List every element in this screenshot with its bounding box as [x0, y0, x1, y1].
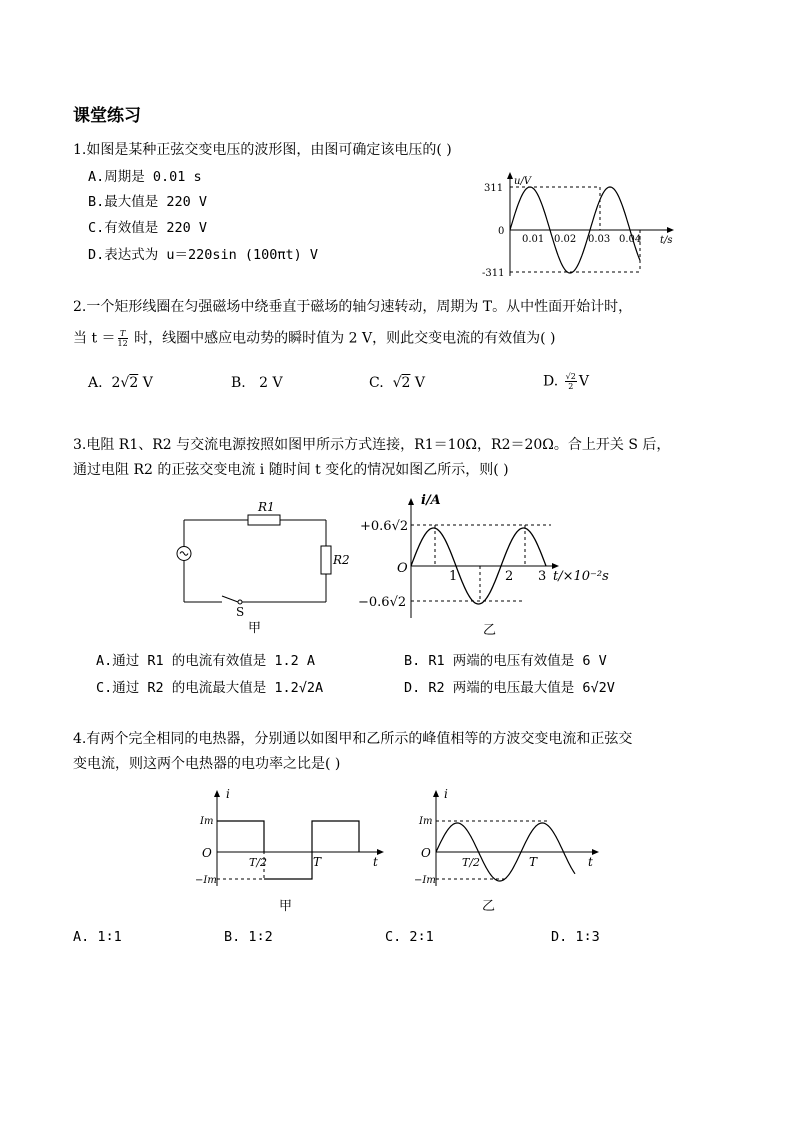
q3-option-b[interactable]: B. R1 两端的电压有效值是 6 V: [404, 653, 607, 669]
section-heading: 课堂练习: [73, 106, 141, 126]
q4-option-d[interactable]: D. 1∶3: [551, 929, 600, 945]
q1-option-a[interactable]: A.周期是 0.01 s: [88, 169, 202, 185]
q1-y-tick-bottom: -311: [482, 268, 505, 279]
q3-option-c[interactable]: C.通过 R2 的电流最大值是 1.2√2A: [96, 680, 324, 696]
q4a-x-label: t: [373, 855, 378, 869]
caption-yi: 乙: [483, 623, 497, 638]
q3-x-tick-3: 3: [538, 569, 547, 584]
q4a-y-top: Im: [200, 816, 214, 827]
q1-option-c[interactable]: C.有效值是 220 V: [88, 220, 208, 236]
q4-option-b[interactable]: B. 1∶2: [224, 929, 273, 945]
q1-x-tick-3: 0.03: [588, 234, 611, 245]
q3-y-bottom: −0.6√2: [358, 595, 407, 610]
q4-square-wave-graph: [195, 786, 395, 916]
q3-stem-line1: 3.电阻 R1、R2 与交流电源按照如图甲所示方式连接，R1＝10Ω，R2＝20Ω。合上开关 S 后，: [73, 437, 671, 453]
q2-stem-line2: [73, 329, 555, 348]
q2-option-c[interactable]: C. √2 V: [369, 375, 425, 391]
q2-t-equals: 当 t ＝: [73, 330, 116, 347]
q4a-y-bottom: −Im: [195, 875, 217, 886]
q1-option-b[interactable]: B.最大值是 220 V: [88, 194, 208, 210]
q2-option-a[interactable]: A. 2√2 V: [88, 375, 153, 391]
q4a-y-label: i: [226, 787, 230, 801]
q1-voltage-graph: [480, 170, 680, 280]
q4b-y-label: i: [444, 787, 448, 801]
resistor-r1: [248, 515, 280, 525]
q3-origin: O: [397, 561, 408, 576]
q2-stem-rest: 时，线圈中感应电动势的瞬时值为 2 V，则此交变电流的有效值为( ): [134, 330, 556, 347]
q2-option-d[interactable]: D. $\frac{√2}{2}$ V: [543, 372, 589, 391]
q3-circuit-diagram: [170, 495, 350, 635]
q3-y-top: +0.6√2: [360, 519, 409, 534]
q1-option-d[interactable]: D.表达式为 u＝220sin (100πt) V: [88, 247, 319, 263]
q4b-period: T: [529, 855, 538, 869]
label-r1: R1: [258, 500, 275, 514]
q1-y-tick-top: 311: [484, 183, 504, 194]
q4a-origin: O: [202, 846, 212, 860]
q1-stem: 1.如图是某种正弦交变电压的波形图，由图可确定该电压的( ): [73, 142, 452, 158]
q3-stem-line2: 通过电阻 R2 的正弦交变电流 i 随时间 t 变化的情况如图乙所示，则( ): [73, 462, 509, 478]
q4a-caption: 甲: [279, 899, 293, 914]
q1-y-label: u/V: [514, 176, 532, 187]
label-s: S: [236, 605, 245, 619]
caption-jia: 甲: [248, 621, 262, 636]
q1-x-label: t/s: [660, 235, 673, 246]
q2-stem-line1: 2.一个矩形线圈在匀强磁场中绕垂直于磁场的轴匀速转动，周期为 T。从中性面开始计时，: [73, 299, 633, 315]
q4-stem-line2: 变电流，则这两个电热器的电功率之比是( ): [73, 756, 341, 772]
q4-stem-line1: 4.有两个完全相同的电热器，分别通以如图甲和乙所示的峰值相等的方波交变电流和正弦交: [73, 731, 633, 747]
q4-option-c[interactable]: C. 2∶1: [385, 929, 434, 945]
resistor-r2: [321, 546, 331, 574]
q3-option-d[interactable]: D. R2 两端的电压最大值是 6√2V: [404, 680, 615, 696]
q1-x-tick-1: 0.01: [522, 234, 545, 245]
q3-x-tick-1: 1: [449, 569, 458, 584]
q3-x-tick-2: 2: [505, 569, 514, 584]
switch-s: [222, 596, 238, 602]
q1-x-tick-4: 0.04: [619, 234, 642, 245]
q3-current-graph: [355, 488, 625, 643]
q4b-half-period: T/2: [462, 856, 481, 869]
q4b-y-top: Im: [419, 816, 433, 827]
q3-x-label: t/×10⁻²s: [553, 569, 609, 584]
q1-x-tick-2: 0.02: [554, 234, 577, 245]
q4-sine-wave-graph: [410, 786, 610, 916]
q4b-y-bottom: −Im: [414, 875, 436, 886]
q4a-period: T: [313, 855, 322, 869]
q4b-x-label: t: [588, 855, 593, 869]
q1-y-tick-zero: 0: [498, 226, 505, 237]
q4b-caption: 乙: [482, 899, 496, 914]
label-r2: R2: [333, 553, 350, 567]
q3-option-a[interactable]: A.通过 R1 的电流有效值是 1.2 A: [96, 653, 316, 669]
q3-y-label: i/A: [421, 493, 441, 508]
q2-option-b[interactable]: B. 2 V: [231, 375, 283, 391]
q4b-origin: O: [421, 846, 431, 860]
q4-option-a[interactable]: A. 1∶1: [73, 929, 122, 945]
q2-fraction: $\frac{T}{12}$: [117, 329, 128, 348]
q4a-half-period: T/2: [249, 856, 268, 869]
